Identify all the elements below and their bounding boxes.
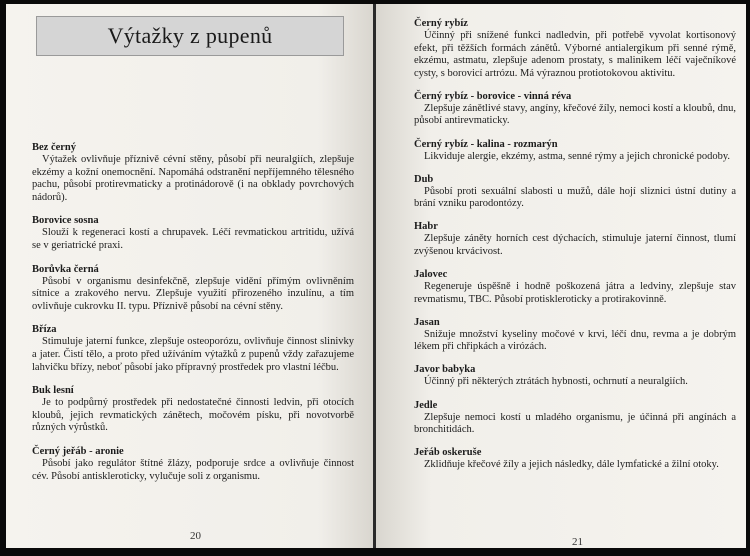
entry-heading: Borovice sosna xyxy=(32,215,99,227)
entry-jedle xyxy=(414,399,736,437)
entry-text: Účinný při snížené funkci nadledvin, při potřebě vyvolat kortisonový efekt, při těžších formách zánětů. Výborné antialergikum při senné rýmě, ekzému, astmatu, zlepšuje adenom prostaty, s malinikem léčí vaječníkové cysty, s borovicí artrózu. Má výraznou protiotokovou aktivitu. xyxy=(414,30,736,79)
page-number: 21 xyxy=(572,536,583,548)
entry-heading: Černý rybíz - borovice - vinná réva xyxy=(414,90,572,102)
entry-heading: Černý rybíz - kalina - rozmarýn xyxy=(414,138,558,150)
entry-heading: Habr xyxy=(414,221,438,233)
left-page xyxy=(6,4,373,548)
entry-text: Regeneruje úspěšně i hodně poškozená játra a ledviny, zlepšuje stav revmatismu, TBC. Působí protiskleroticky a protirakovinně. xyxy=(414,281,736,305)
entry-heading: Dub xyxy=(414,173,434,185)
entry-text: Působí jako regulátor štítné žlázy, podporuje srdce a ovlivňuje činnost cév. Působí antiskleroticky, vylučuje soli z organismu. xyxy=(32,457,354,482)
entry-javor-babyka xyxy=(414,363,736,389)
entry-heading: Černý jeřáb - aronie xyxy=(32,445,124,457)
entry-text: Zlepšuje záněty horních cest dýchacích, stimuluje jaterní činnost, tlumí zvýšenou krvácivost. xyxy=(414,233,736,257)
entry-text: Zlepšuje zánětlivé stavy, angíny, křečové žíly, nemoci kostí a kloubů, dnu, působí antirevmaticky. xyxy=(414,102,736,127)
entry-heading: Jedle xyxy=(414,399,438,411)
entry-briza xyxy=(32,323,354,374)
entry-heading: Borůvka černá xyxy=(32,263,99,275)
entry-boruvka-cerna xyxy=(32,263,354,314)
entry-dub xyxy=(414,173,736,211)
entry-text: Zlepšuje nemoci kostí u mladého organismu, je účinná při angínách a bronchitidách. xyxy=(414,411,736,436)
entry-jerab-oskeruse xyxy=(414,446,736,472)
entry-text: Je to podpůrný prostředek při nedostatečné činnosti ledvin, při otocích kloubů, jejich revmatických zánětech, močovém písku, při novotvorbě různých výrůstků. xyxy=(32,397,354,434)
entry-heading: Jasan xyxy=(414,316,440,328)
entry-buk-lesni xyxy=(32,384,354,435)
entry-text: Výtažek ovlivňuje příznivě cévní stěny, působí při neuralgiích, zlepšuje ekzémy a kožní onemocnění. Napomáhá odstranění nepříjemného tělesného pachu, působí protirevmaticky a protinádorově (i na obklady povrchových nádorů). xyxy=(32,154,354,203)
entry-borovice-sosna xyxy=(32,214,354,252)
entry-jasan xyxy=(414,316,736,354)
page-number: 20 xyxy=(190,530,201,542)
right-column xyxy=(414,17,736,481)
entry-heading: Jalovec xyxy=(414,269,448,281)
page-title: Výtažky z pupenů xyxy=(36,16,344,56)
entry-text: Stimuluje jaterní funkce, zlepšuje osteoporózu, ovlivňuje činnost slinivky a jater. Čistí tělo, a proto před užíváním výtažků z pupenů vždy zařazujeme lahvičku břízy, neboť působí jako přípravný prostředek pro vlastní léčbu. xyxy=(32,336,354,373)
entry-jalovec xyxy=(414,268,736,306)
right-page xyxy=(376,4,746,548)
entry-text: Zklidňuje křečové žíly a jejich následky, dále lymfatické a žilní otoky. xyxy=(424,459,719,471)
entry-bez-cerny xyxy=(32,141,354,204)
entry-cerny-rybiz xyxy=(414,17,736,80)
left-column xyxy=(32,141,354,493)
entry-text: Účinný při některých ztrátách hybnosti, ochrnutí a neuralgiích. xyxy=(424,376,688,388)
entry-habr xyxy=(414,220,736,258)
entry-cerny-rybiz-borovice-vinna-reva xyxy=(414,90,736,128)
entry-heading: Bez černý xyxy=(32,142,77,153)
entry-cerny-rybiz-kalina-rozmaryn xyxy=(414,138,736,164)
entry-text: Slouží k regeneraci kostí a chrupavek. Léčí revmatickou artritidu, užívá se v geriatrické praxi. xyxy=(32,227,354,251)
entry-heading: Jeřáb oskeruše xyxy=(414,447,482,459)
entry-text: Působí v organismu desinfekčně, zlepšuje vidění přímým ovlivněním sítnice a zrakového nervu. Zlepšuje využití přirozeného inzulínu, a tím ovlivňuje cukrovku II. typu. Příznivě působí na cévní stěny. xyxy=(32,275,354,312)
entry-heading: Bříza xyxy=(32,324,57,336)
entry-heading: Buk lesní xyxy=(32,385,74,397)
entry-cerny-jerab-aronie xyxy=(32,445,354,483)
entry-text: Působí proti sexuální slabosti u mužů, dále hojí sliznici ústní dutiny a brání vzniku parodontózy. xyxy=(414,185,736,210)
entry-heading: Černý rybíz xyxy=(414,18,468,29)
entry-heading: Javor babyka xyxy=(414,364,476,376)
entry-text: Likviduje alergie, ekzémy, astma, senné rýmy a jejich chronické podoby. xyxy=(424,150,731,162)
entry-text: Snižuje množství kyseliny močové v krvi, léčí dnu, revma a je dobrým lékem při chřipkách a virózách. xyxy=(414,328,736,353)
